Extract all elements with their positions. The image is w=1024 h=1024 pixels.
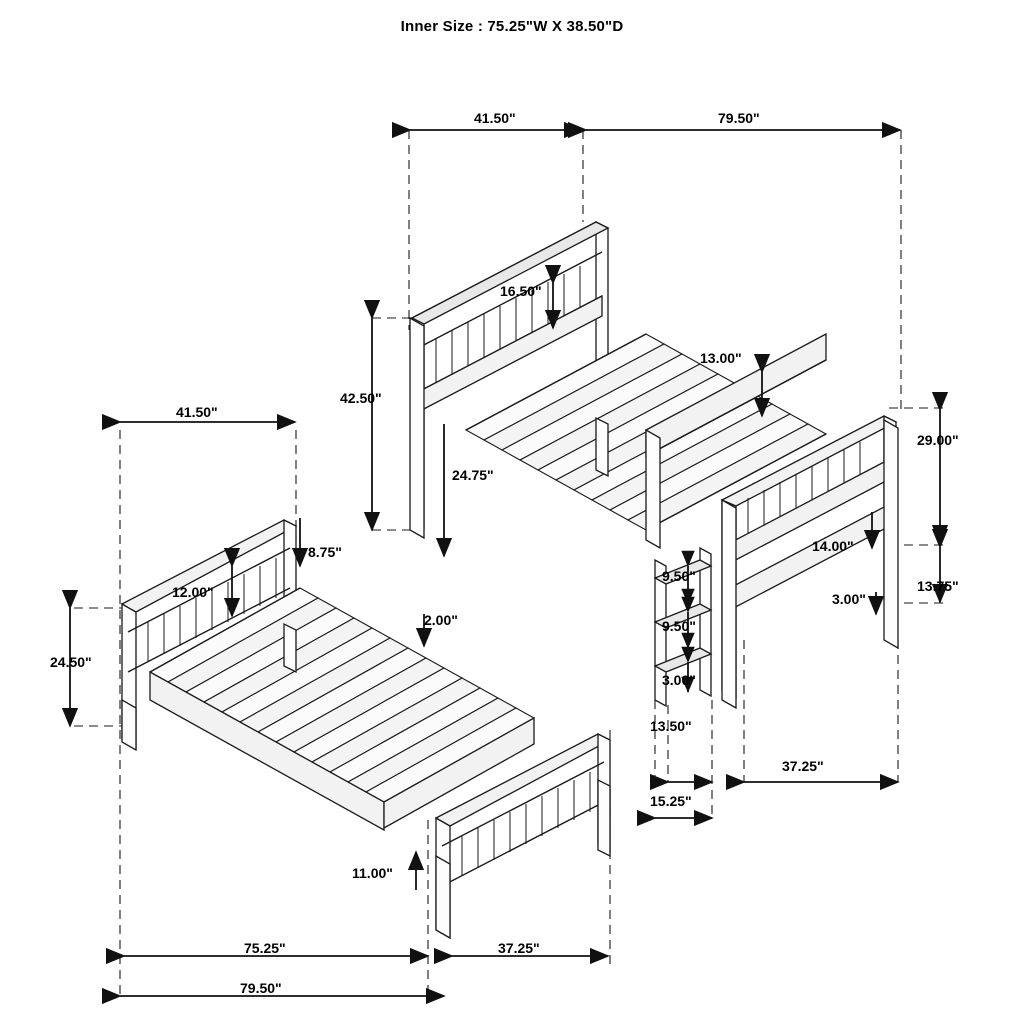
dim-label-37-25-lower: 37.25"	[498, 940, 540, 956]
dim-label-15-25: 15.25"	[650, 793, 692, 809]
lower-bed-illustration	[74, 430, 610, 1000]
dim-label-79-50-top: 79.50"	[718, 110, 760, 126]
dim-label-24-50: 24.50"	[50, 654, 92, 670]
page-title: Inner Size : 75.25"W X 38.50"D	[400, 18, 624, 35]
dim-label-3-00-ladder: 3.00"	[662, 672, 696, 688]
dim-label-3-00-right: 3.00"	[832, 591, 866, 607]
dim-label-75-25: 75.25"	[244, 940, 286, 956]
dim-label-2-00: 2.00"	[424, 612, 458, 628]
dim-label-42-50: 42.50"	[340, 390, 382, 406]
dim-label-11-00: 11.00"	[352, 865, 393, 881]
dim-label-8-75: 8.75"	[308, 544, 342, 560]
dim-label-29-00: 29.00"	[917, 432, 959, 448]
dim-label-16-50: 16.50"	[500, 283, 542, 299]
dim-label-41-50-lower: 41.50"	[176, 404, 218, 420]
dim-label-37-25-upper: 37.25"	[782, 758, 824, 774]
dim-label-14-00: 14.00"	[812, 538, 854, 554]
dim-label-13-50: 13.50"	[650, 718, 692, 734]
dim-label-79-50-bottom: 79.50"	[240, 980, 282, 996]
dim-label-13-75: 13.75"	[917, 578, 959, 594]
dim-label-13-00: 13.00"	[700, 350, 742, 366]
dim-label-24-75: 24.75"	[452, 467, 494, 483]
dim-label-9-50-b: 9.50"	[662, 618, 696, 634]
dim-label-9-50-a: 9.50"	[662, 568, 696, 584]
dim-label-41-50-top: 41.50"	[474, 110, 516, 126]
dim-label-12-00: 12.00"	[172, 584, 214, 600]
